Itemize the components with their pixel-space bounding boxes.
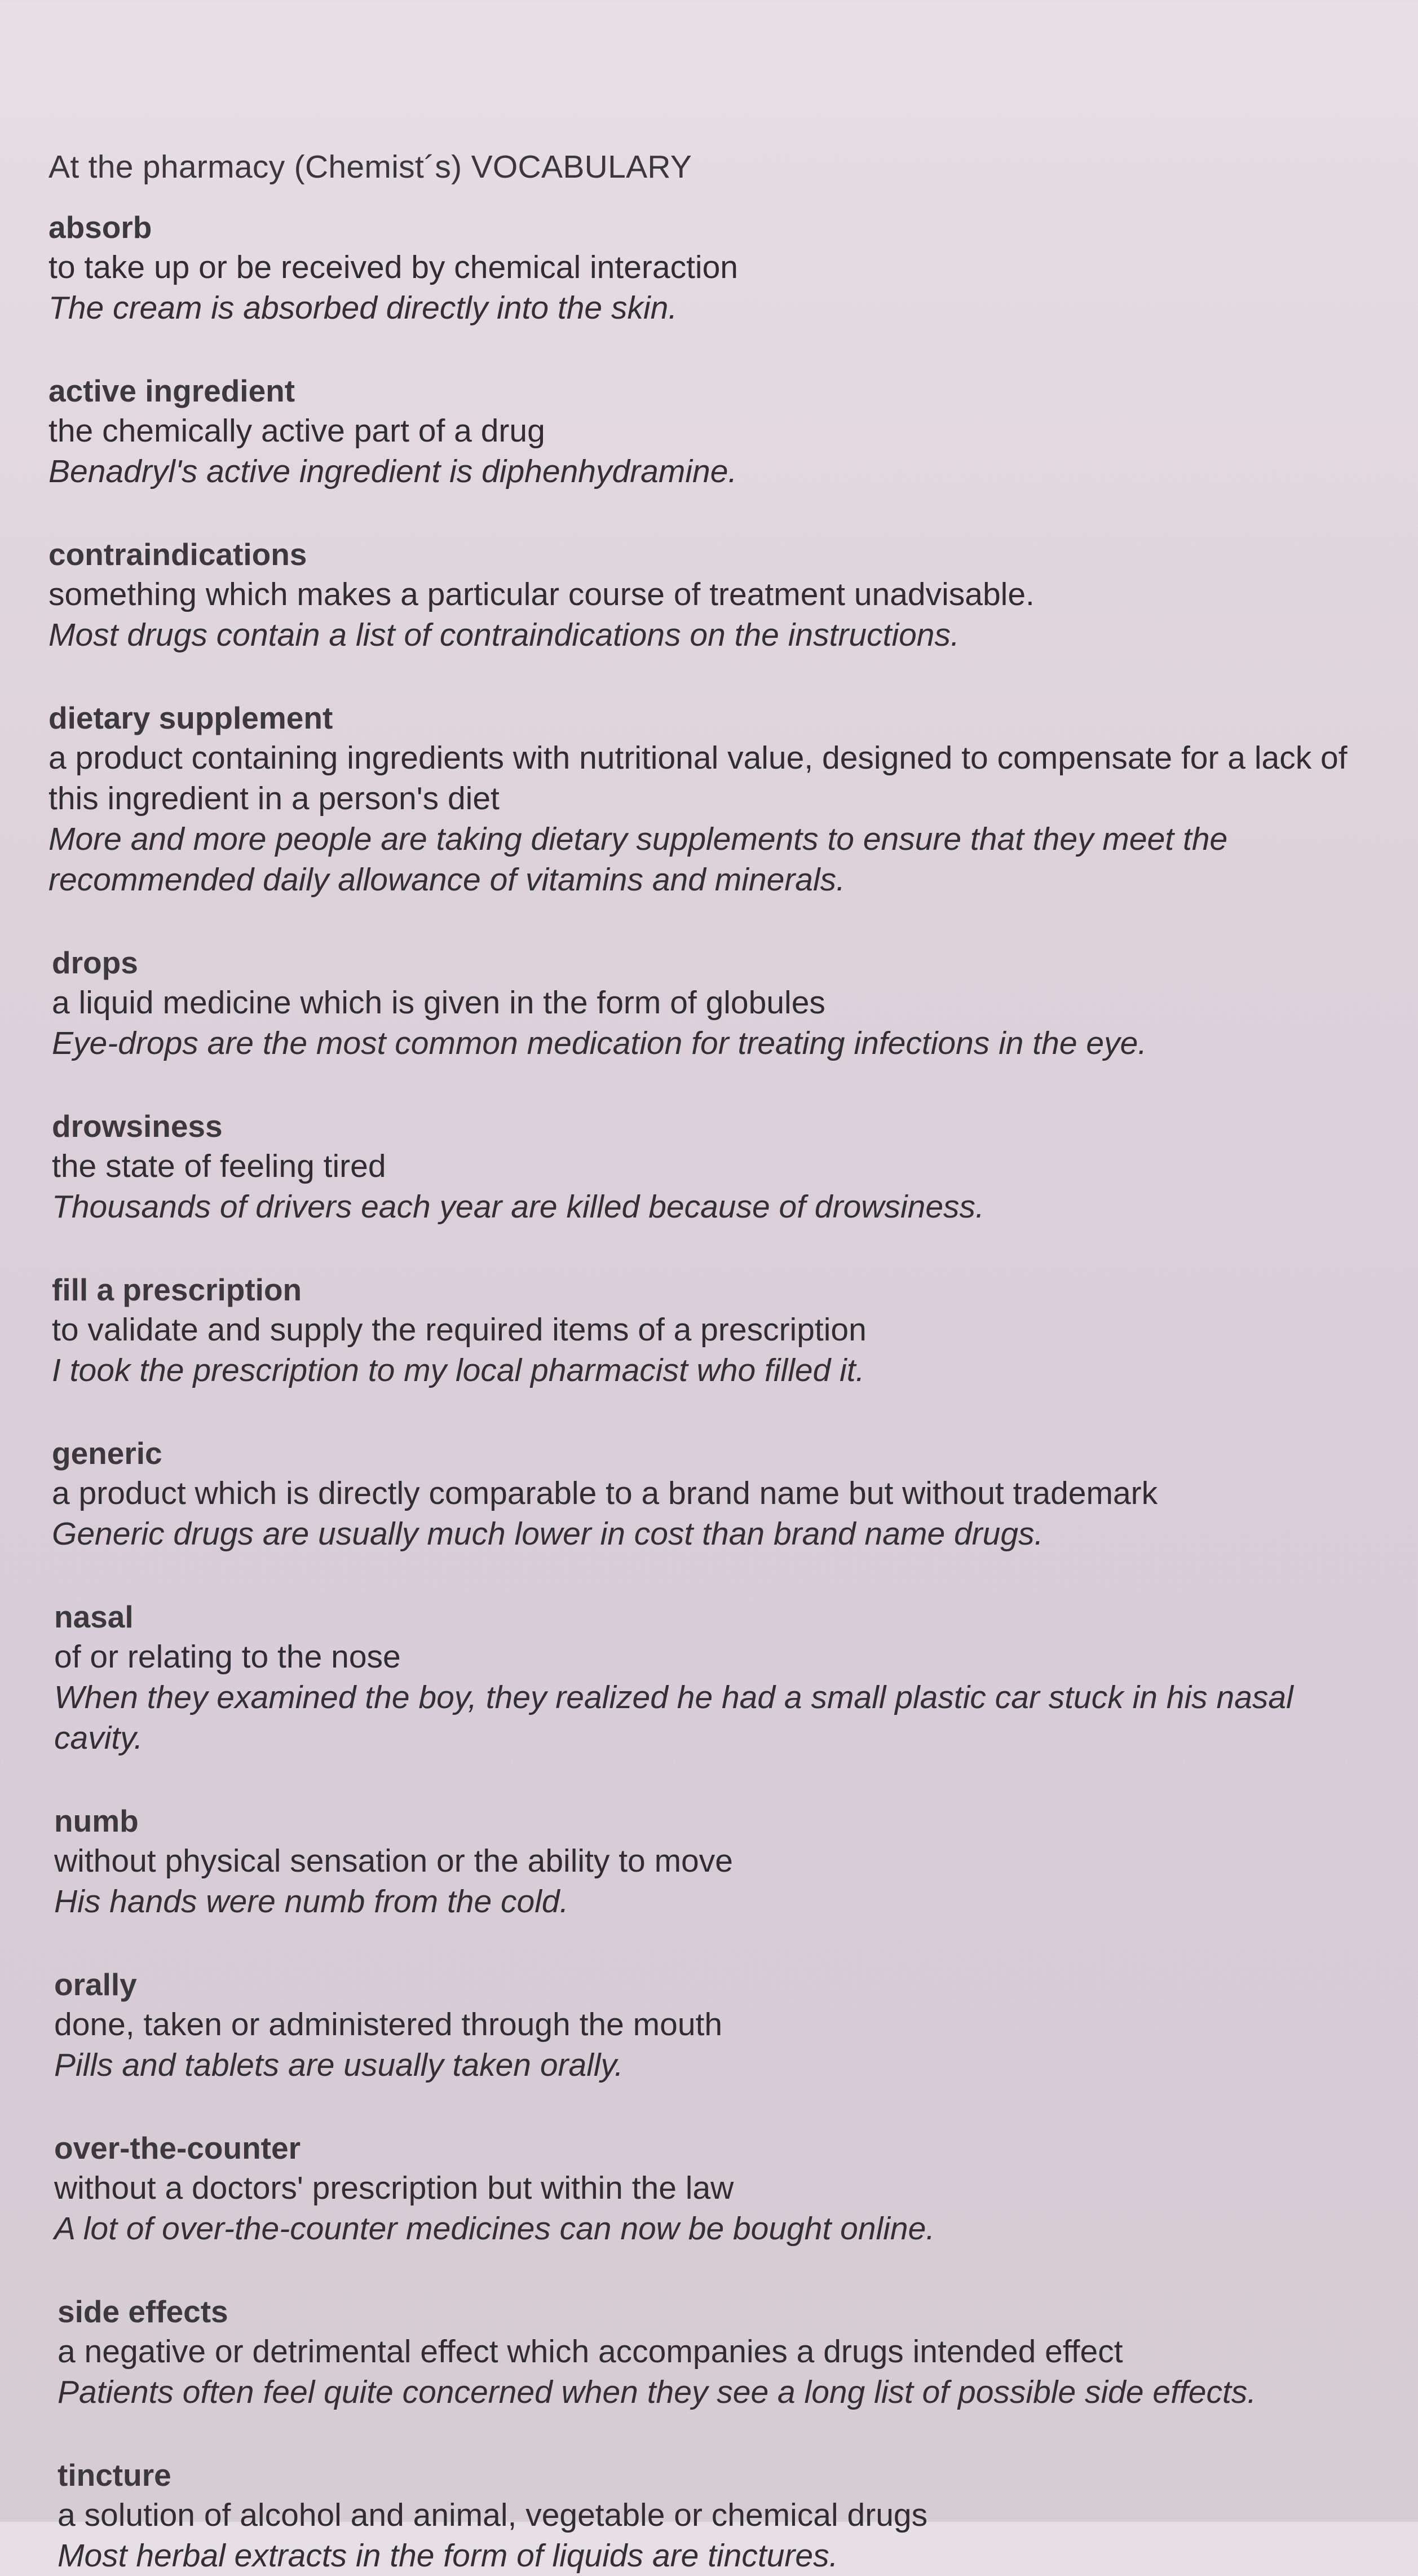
vocabulary-entry-over-the-counter bbox=[48, 2128, 1350, 2249]
entry-term: dietary supplement bbox=[48, 700, 333, 736]
entry-term: tincture bbox=[58, 2458, 171, 2493]
entry-definition: the chemically active part of a drug bbox=[48, 413, 545, 449]
entry-example: Eye-drops are the most common medication for treating infections in the eye. bbox=[52, 1025, 1147, 1062]
entry-term: absorb bbox=[48, 210, 152, 245]
entry-definition: a negative or detrimental effect which accompanies a drugs intended effect bbox=[58, 2334, 1123, 2370]
vocabulary-entry-orally bbox=[48, 1965, 1350, 2085]
entry-example: Generic drugs are usually much lower in cost than brand name drugs. bbox=[52, 1516, 1044, 1552]
entry-term: drowsiness bbox=[52, 1109, 223, 1144]
entry-definition: to take up or be received by chemical interaction bbox=[48, 249, 738, 286]
page-title: At the pharmacy (Chemist´s) VOCABULARY bbox=[48, 149, 692, 185]
vocabulary-entry-drowsiness bbox=[48, 1106, 1350, 1227]
entry-term: generic bbox=[52, 1436, 162, 1471]
entry-term: numb bbox=[54, 1803, 139, 1839]
entry-definition: without a doctors' prescription but within the law bbox=[54, 2170, 734, 2207]
entry-definition: a solution of alcohol and animal, vegetable or chemical drugs bbox=[58, 2497, 928, 2534]
entry-example: A lot of over-the-counter medicines can now be bought online. bbox=[54, 2211, 935, 2247]
entry-definition: done, taken or administered through the mouth bbox=[54, 2006, 723, 2043]
vocabulary-entry-nasal bbox=[48, 1597, 1350, 1758]
entry-term: active ingredient bbox=[48, 373, 295, 409]
entry-definition: of or relating to the nose bbox=[54, 1639, 401, 1675]
vocabulary-entry-side-effects bbox=[48, 2292, 1350, 2412]
entry-example: Pills and tablets are usually taken orally. bbox=[54, 2047, 624, 2084]
vocabulary-entry-fill-a-prescription bbox=[48, 1270, 1350, 1391]
entry-term: fill a prescription bbox=[52, 1272, 302, 1308]
entry-term: over-the-counter bbox=[54, 2131, 301, 2166]
entry-definition: a product which is directly comparable to a brand name but without trademark bbox=[52, 1475, 1158, 1512]
entry-example: Patients often feel quite concerned when they see a long list of possible side effects. bbox=[58, 2374, 1257, 2411]
vocabulary-entry-generic bbox=[48, 1433, 1350, 1554]
vocabulary-entry-absorb bbox=[48, 208, 1350, 328]
vocabulary-entry-drops bbox=[48, 943, 1350, 1064]
entry-definition: the state of feeling tired bbox=[52, 1148, 386, 1185]
entry-example: Thousands of drivers each year are killed because of drowsiness. bbox=[52, 1189, 984, 1225]
entry-example: More and more people are taking dietary supplements to ensure that they meet the recommended daily allowance of vitamins and minerals. bbox=[48, 821, 1228, 898]
vocabulary-entry-contraindications bbox=[48, 535, 1350, 655]
entry-definition: a liquid medicine which is given in the form of globules bbox=[52, 985, 825, 1021]
entry-definition: a product containing ingredients with nutritional value, designed to compensate for a lack of this ingredient in a person's diet bbox=[48, 740, 1348, 817]
vocabulary-list bbox=[48, 208, 1350, 2576]
entry-example: Most herbal extracts in the form of liquids are tinctures. bbox=[58, 2538, 838, 2574]
vocabulary-entry-tincture bbox=[48, 2455, 1350, 2576]
entry-term: nasal bbox=[54, 1599, 134, 1635]
entry-definition: to validate and supply the required items of a prescription bbox=[52, 1312, 867, 1348]
entry-definition: without physical sensation or the ability to move bbox=[54, 1843, 733, 1880]
entry-definition: something which makes a particular course of treatment unadvisable. bbox=[48, 576, 1035, 613]
entry-term: contraindications bbox=[48, 537, 307, 572]
vocabulary-entry-active-ingredient bbox=[48, 371, 1350, 492]
entry-example: Benadryl's active ingredient is diphenhydramine. bbox=[48, 453, 737, 490]
entry-example: The cream is absorbed directly into the skin. bbox=[48, 290, 678, 327]
entry-term: side effects bbox=[58, 2294, 228, 2330]
entry-term: drops bbox=[52, 945, 138, 981]
entry-example: Most drugs contain a list of contraindications on the instructions. bbox=[48, 617, 960, 654]
entry-term: orally bbox=[54, 1967, 137, 2002]
vocabulary-entry-dietary-supplement bbox=[48, 698, 1350, 900]
vocabulary-entry-numb bbox=[48, 1801, 1350, 1922]
entry-example: I took the prescription to my local pharmacist who filled it. bbox=[52, 1352, 865, 1389]
entry-example: His hands were numb from the cold. bbox=[54, 1884, 569, 1920]
entry-example: When they examined the boy, they realized he had a small plastic car stuck in his nasal cavity. bbox=[54, 1679, 1293, 1757]
